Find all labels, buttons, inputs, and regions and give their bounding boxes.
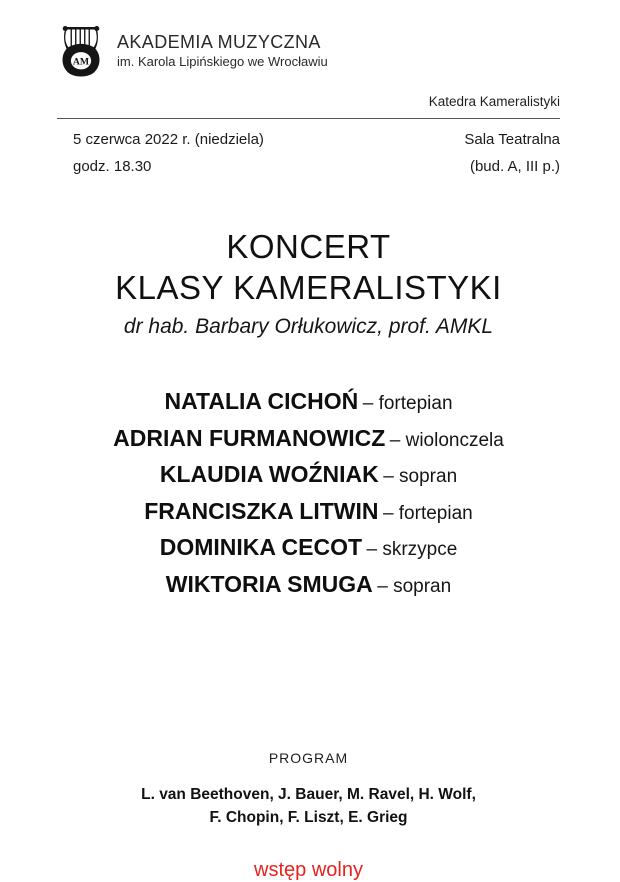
performer-list (57, 385, 560, 604)
org-name: AKADEMIA MUZYCZNA (117, 32, 321, 52)
performer-row (57, 568, 560, 605)
performer-instrument: – sopran (383, 466, 458, 487)
title-block (57, 226, 560, 339)
admission-note: wstęp wolny (254, 859, 363, 881)
program-heading: PROGRAM (268, 750, 349, 766)
department-label: Katedra Kameralistyki (428, 94, 560, 109)
title-line-2: KLASY KAMERALISTYKI (115, 269, 502, 306)
performer-name: KLAUDIA WOŹNIAK (159, 461, 379, 487)
event-date: 5 czerwca 2022 r. (niedziela) (73, 131, 264, 148)
performer-row (57, 495, 560, 532)
performer-instrument: – fortepian (382, 502, 473, 524)
title-subtitle: dr hab. Barbary Orłukowicz, prof. AMKL (123, 315, 494, 338)
performer-name: DOMINIKA CECOT (159, 534, 363, 560)
performer-row (57, 531, 560, 568)
performer-row (57, 458, 560, 495)
header-divider (57, 118, 560, 119)
performer-name: FRANCISZKA LITWIN (144, 497, 379, 524)
performer-name: ADRIAN FURMANOWICZ (113, 424, 386, 451)
performer-row (57, 422, 560, 459)
performer-name: WIKTORIA SMUGA (165, 570, 373, 597)
composers-line-2: F. Chopin, F. Liszt, E. Grieg (209, 809, 408, 826)
performer-instrument: – sopran (377, 575, 452, 597)
venue-name: Sala Teatralna (464, 131, 560, 148)
performer-row (57, 385, 560, 422)
performer-name: NATALIA CICHOŃ (164, 388, 359, 414)
performer-instrument: – fortepian (362, 393, 453, 414)
event-time: godz. 18.30 (73, 158, 152, 175)
event-date-time (57, 126, 264, 180)
title-line-1: KONCERT (226, 228, 391, 265)
composers-line-1: L. van Beethoven, J. Bauer, M. Ravel, H. Wolf, (141, 786, 476, 803)
venue-detail: (bud. A, III p.) (469, 158, 560, 175)
composer-list (57, 783, 560, 829)
org-block (117, 20, 328, 70)
header (57, 20, 560, 80)
event-venue (464, 126, 560, 180)
svg-text:AM: AM (72, 56, 90, 68)
performer-instrument: – skrzypce (366, 539, 458, 560)
event-info (57, 126, 560, 180)
performer-instrument: – wiolonczela (389, 429, 504, 451)
lyre-icon (57, 22, 105, 80)
org-subtitle: im. Karola Lipińskiego we Wrocławiu (117, 54, 328, 69)
